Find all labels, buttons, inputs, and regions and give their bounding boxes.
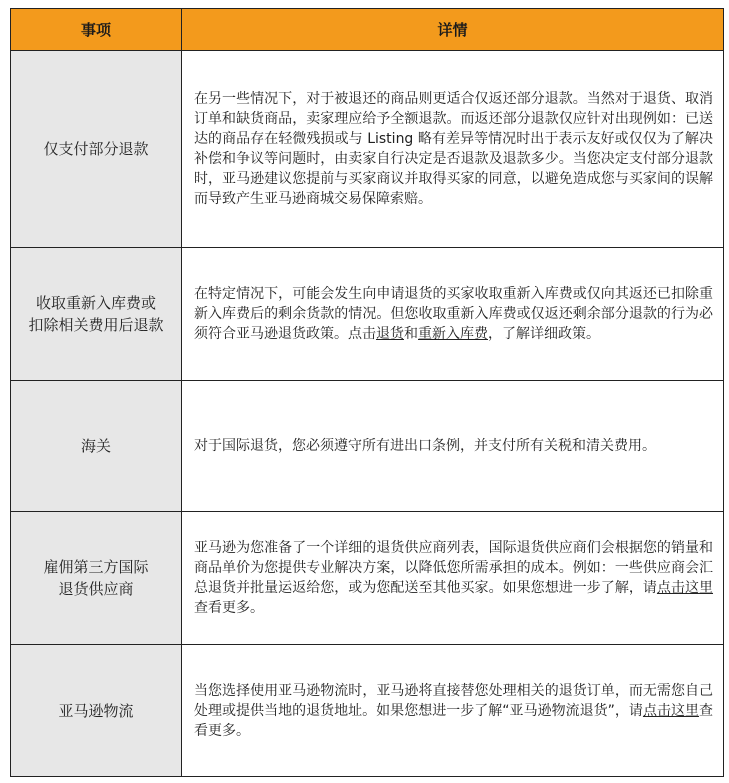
table-row bbox=[11, 381, 724, 512]
row-item-restocking-fee bbox=[11, 248, 182, 381]
restocking-fee-link[interactable]: 重新入库费 bbox=[418, 326, 488, 342]
row-detail-restocking-fee bbox=[182, 248, 724, 381]
detail-text: ，了解详细政策。 bbox=[488, 326, 600, 342]
row-detail-fba bbox=[182, 645, 724, 777]
table-row bbox=[11, 512, 724, 645]
row-item-customs: 海关 bbox=[11, 381, 182, 512]
header-row bbox=[11, 9, 724, 51]
detail-text: 查看更多。 bbox=[194, 600, 264, 616]
detail-text: 查看更多。 bbox=[194, 702, 713, 739]
header-item: 事项 bbox=[11, 9, 182, 51]
table-row bbox=[11, 51, 724, 248]
click-here-link[interactable]: 点击这里 bbox=[656, 580, 714, 596]
detail-text: 当您选择使用亚马逊物流时，亚马逊将直接替您处理相关的退货订单，而无需您自己处理或提供当地的退货地址。如果您想进一步了解“亚马逊物流退货”，请 bbox=[194, 682, 713, 719]
item-label-line: 扣除相关费用后退款 bbox=[28, 316, 164, 334]
table-row bbox=[11, 645, 724, 777]
detail-text: 在特定情况下，可能会发生向申请退货的买家收取重新入库费或仅向其返还已扣除重新入库费后的剩余货款的情况。但您收取重新入库费或仅返还剩余部分退款的行为必须符合亚马逊退货政策。点击 bbox=[194, 286, 713, 342]
policy-table bbox=[10, 8, 724, 777]
row-item-partial-refund: 仅支付部分退款 bbox=[11, 51, 182, 248]
returns-link[interactable]: 退货 bbox=[376, 326, 404, 342]
click-here-link[interactable]: 点击这里 bbox=[642, 702, 699, 719]
row-detail-partial-refund: 在另一些情况下，对于被退还的商品则更适合仅返还部分退款。当然对于退货、取消订单和缺货商品，卖家理应给予全额退款。而返还部分退款仅应针对出现例如：已送达的商品存在轻微残损或与 Listing 略有差异等情况时出于表示友好或仅仅为了解决补偿和争议等问题时，由卖家自行决定是否退款及退款多少。当您决定支付部分退款时，亚马逊建议您提前与买家商议并取得买家的同意，以避免造成您与买家间的误解而导致产生亚马逊商城交易保障索赔。 bbox=[182, 51, 724, 248]
row-detail-third-party-vendor bbox=[182, 512, 724, 645]
row-item-fba: 亚马逊物流 bbox=[11, 645, 182, 777]
row-item-third-party-vendor bbox=[11, 512, 182, 645]
item-label-line: 雇佣第三方国际 bbox=[43, 558, 149, 576]
item-label-line: 退货供应商 bbox=[58, 580, 134, 598]
header-detail: 详情 bbox=[182, 9, 724, 51]
item-label-line: 收取重新入库费或 bbox=[35, 294, 156, 312]
row-detail-customs: 对于国际退货，您必须遵守所有进出口条例，并支付所有关税和清关费用。 bbox=[182, 381, 724, 512]
detail-text: 亚马逊为您准备了一个详细的退货供应商列表，国际退货供应商们会根据您的销量和商品单价为您提供专业解决方案，以降低您所需承担的成本。例如：一些供应商会汇总退货并批量运返给您，或为您配送至其他买家。如果您想进一步了解，请 bbox=[194, 540, 713, 596]
table-row bbox=[11, 248, 724, 381]
detail-text: 和 bbox=[404, 326, 418, 342]
